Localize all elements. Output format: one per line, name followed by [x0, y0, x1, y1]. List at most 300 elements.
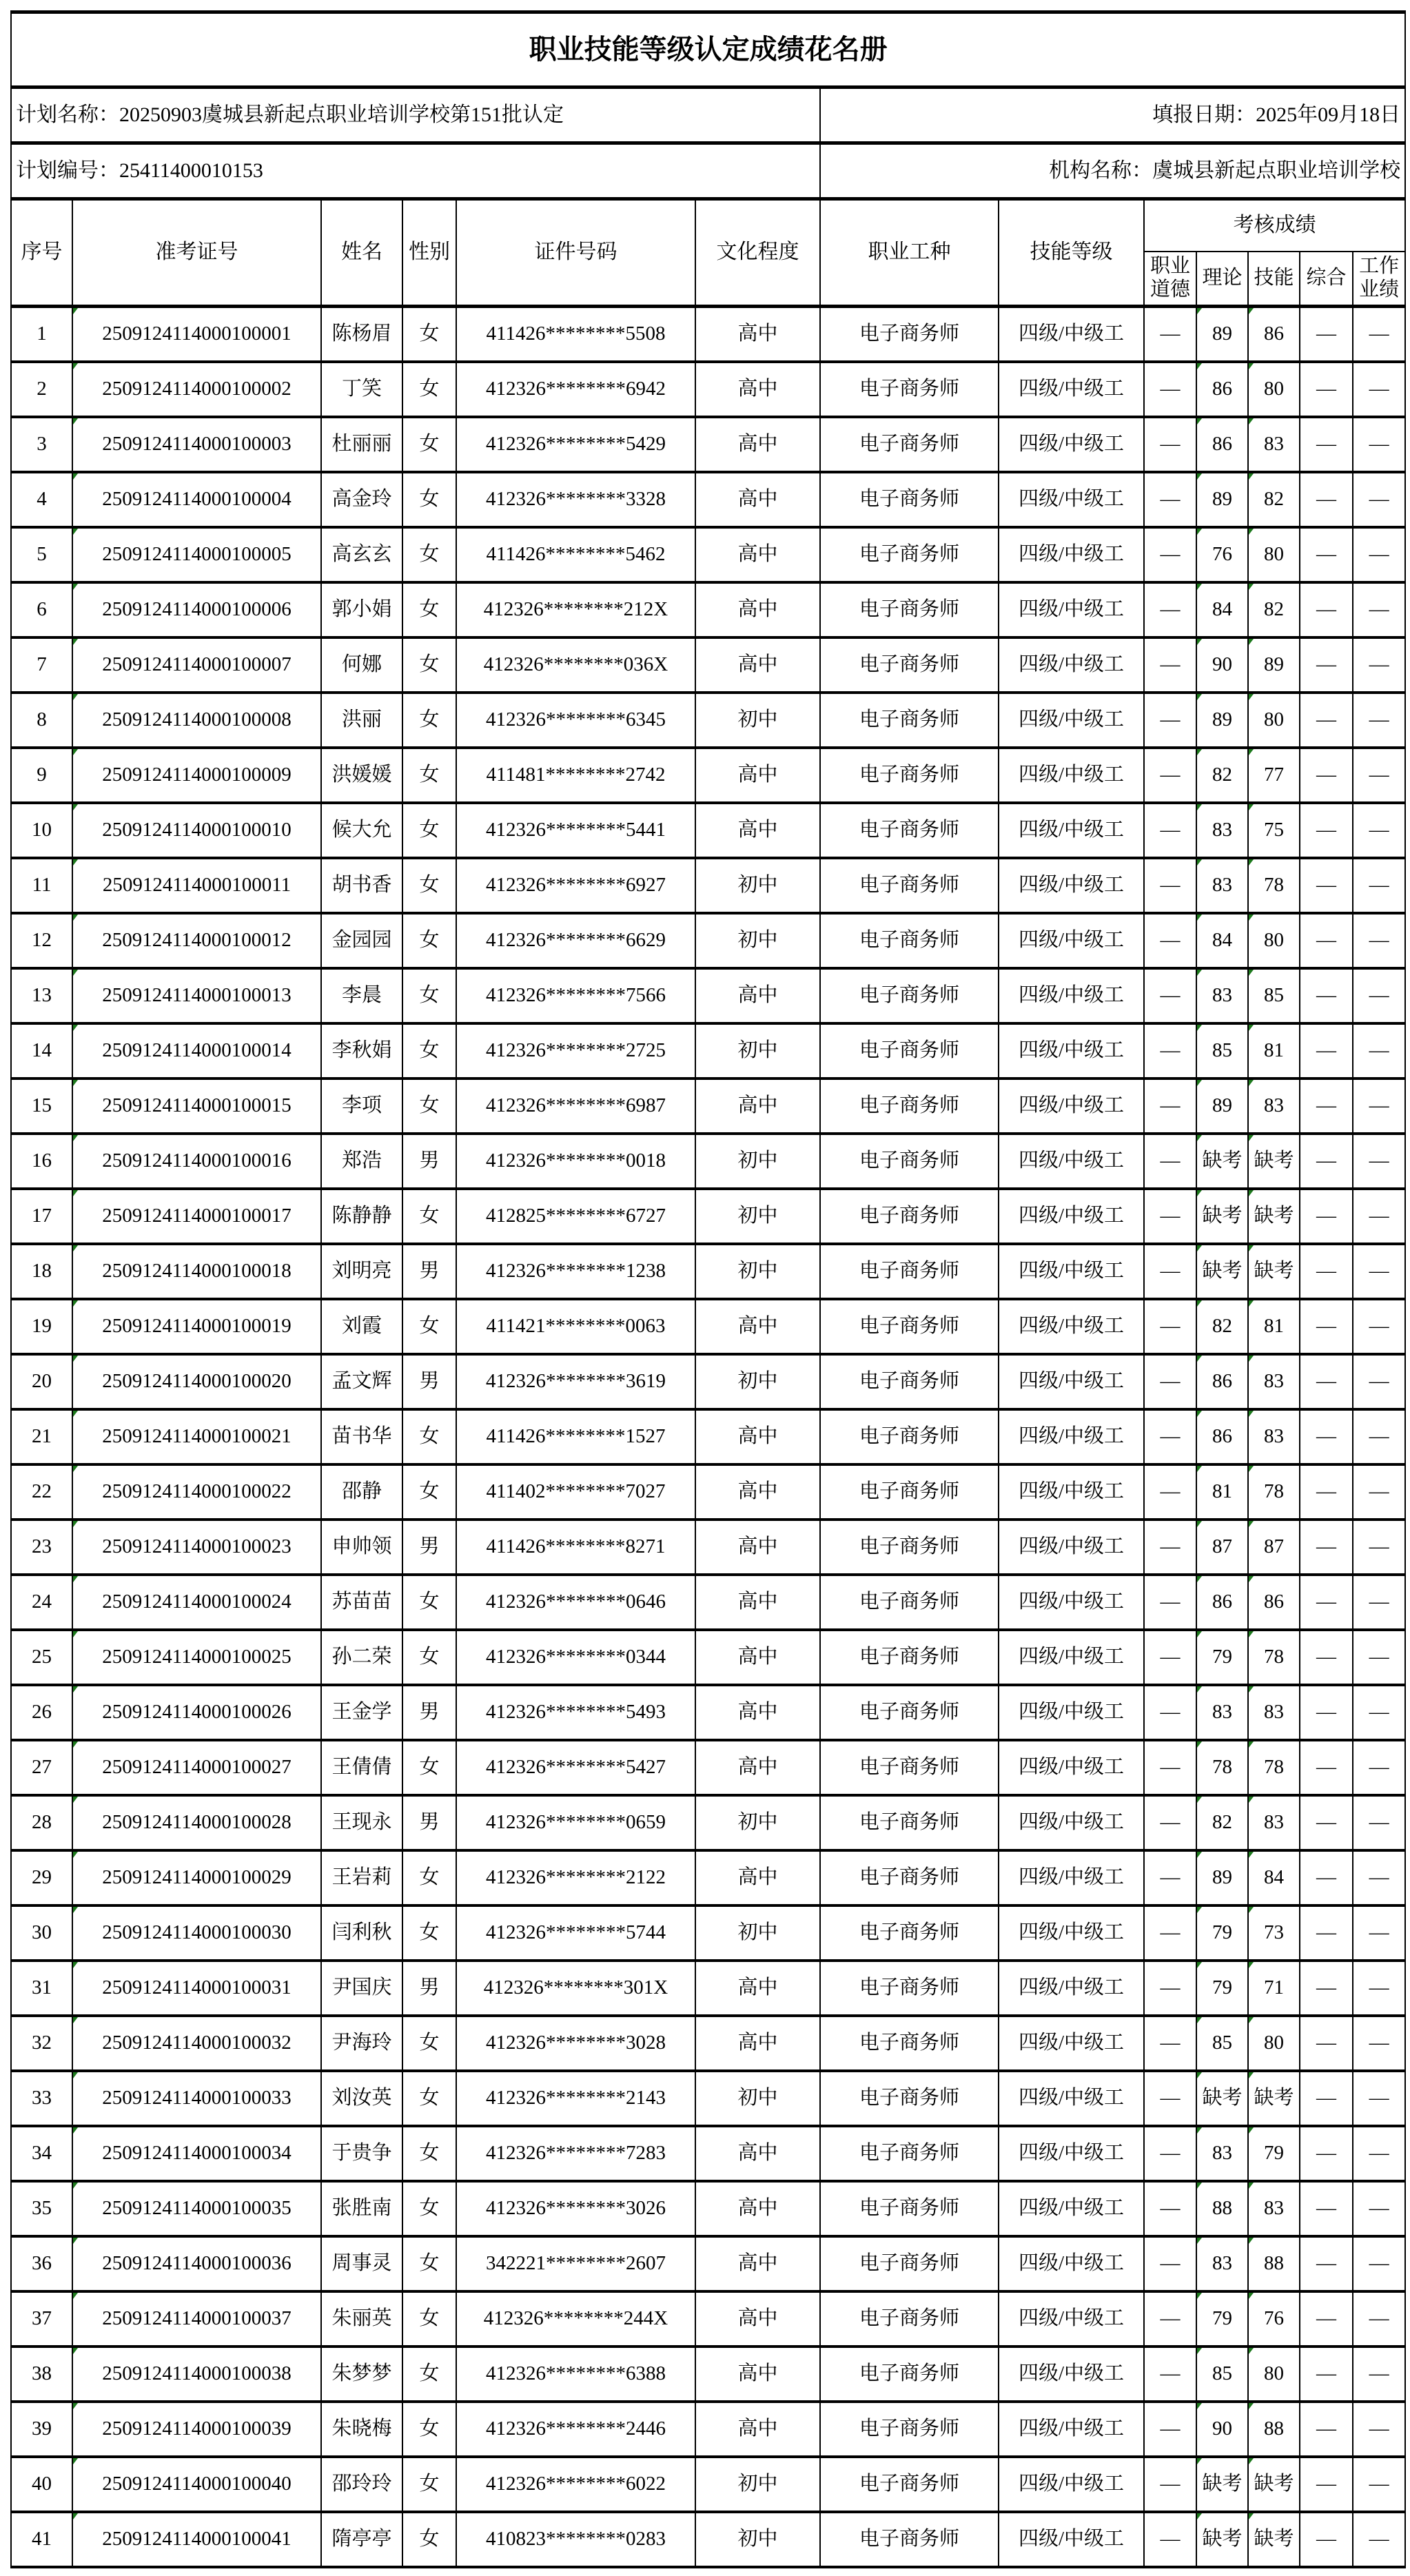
header-gender: 性别 — [402, 199, 456, 307]
cell-theory: 89 — [1196, 1079, 1248, 1134]
cell-theory: 82 — [1196, 1795, 1248, 1850]
plan-name: 计划名称：20250903虞城县新起点职业培训学校第151批认定 — [11, 88, 820, 143]
header-id: 证件号码 — [456, 199, 695, 307]
cell-id: 411426********5508 — [456, 306, 695, 362]
cell-name: 丁笑 — [321, 362, 402, 417]
cell-name: 何娜 — [321, 637, 402, 693]
cell-id: 412326********6927 — [456, 858, 695, 913]
cell-gender: 女 — [402, 693, 456, 748]
cell-ethics: — — [1144, 1079, 1196, 1134]
cell-comprehensive: — — [1300, 1575, 1353, 1630]
table-body — [11, 306, 1405, 2567]
cell-work-performance: — — [1353, 1299, 1405, 1354]
cell-ethics: — — [1144, 582, 1196, 637]
cell-name: 刘霞 — [321, 1299, 402, 1354]
cell-skill: 71 — [1248, 1961, 1300, 2016]
cell-name: 张胜南 — [321, 2181, 402, 2236]
cell-id: 412326********0018 — [456, 1134, 695, 1189]
cell-skill-level: 四级/中级工 — [999, 858, 1144, 913]
cell-seq: 21 — [11, 1409, 72, 1464]
cell-theory: 82 — [1196, 748, 1248, 803]
cell-name: 王现永 — [321, 1795, 402, 1850]
cell-education: 高中 — [695, 2181, 820, 2236]
cell-work-performance: — — [1353, 1740, 1405, 1795]
cell-education: 高中 — [695, 1685, 820, 1740]
cell-education: 高中 — [695, 748, 820, 803]
table-row — [11, 637, 1405, 693]
cell-ticket: 2509124114000100025 — [72, 1630, 321, 1685]
cell-gender: 男 — [402, 1961, 456, 2016]
cell-skill-level: 四级/中级工 — [999, 2126, 1144, 2181]
cell-occupation: 电子商务师 — [820, 1630, 999, 1685]
cell-ticket: 2509124114000100040 — [72, 2457, 321, 2512]
cell-gender: 男 — [402, 1354, 456, 1409]
cell-occupation: 电子商务师 — [820, 527, 999, 582]
cell-skill: 83 — [1248, 1795, 1300, 1850]
cell-comprehensive: — — [1300, 472, 1353, 527]
cell-id: 412326********6022 — [456, 2457, 695, 2512]
cell-gender: 女 — [402, 968, 456, 1023]
cell-comprehensive: — — [1300, 362, 1353, 417]
cell-theory: 79 — [1196, 2291, 1248, 2347]
cell-ethics: — — [1144, 1464, 1196, 1520]
cell-id: 412326********301X — [456, 1961, 695, 2016]
cell-comprehensive: — — [1300, 1520, 1353, 1575]
cell-education: 高中 — [695, 1520, 820, 1575]
cell-ethics: — — [1144, 417, 1196, 472]
cell-skill-level: 四级/中级工 — [999, 1354, 1144, 1409]
table-row — [11, 803, 1405, 858]
cell-seq: 2 — [11, 362, 72, 417]
cell-skill: 80 — [1248, 527, 1300, 582]
cell-theory: 79 — [1196, 1961, 1248, 2016]
cell-ethics: — — [1144, 1299, 1196, 1354]
cell-ticket: 2509124114000100034 — [72, 2126, 321, 2181]
cell-education: 高中 — [695, 637, 820, 693]
cell-occupation: 电子商务师 — [820, 306, 999, 362]
cell-skill: 75 — [1248, 803, 1300, 858]
table-row — [11, 1630, 1405, 1685]
cell-occupation: 电子商务师 — [820, 693, 999, 748]
table-row — [11, 2457, 1405, 2512]
header-name: 姓名 — [321, 199, 402, 307]
cell-ticket: 2509124114000100017 — [72, 1189, 321, 1244]
cell-skill-level: 四级/中级工 — [999, 527, 1144, 582]
cell-skill-level: 四级/中级工 — [999, 1079, 1144, 1134]
cell-comprehensive: — — [1300, 527, 1353, 582]
cell-theory: 85 — [1196, 2347, 1248, 2402]
cell-theory: 83 — [1196, 2236, 1248, 2291]
table-row — [11, 748, 1405, 803]
cell-ethics: — — [1144, 1520, 1196, 1575]
cell-education: 高中 — [695, 803, 820, 858]
cell-seq: 38 — [11, 2347, 72, 2402]
cell-ethics: — — [1144, 1630, 1196, 1685]
cell-work-performance: — — [1353, 858, 1405, 913]
cell-seq: 22 — [11, 1464, 72, 1520]
cell-id: 412326********0344 — [456, 1630, 695, 1685]
table-row — [11, 1354, 1405, 1409]
cell-ethics: — — [1144, 527, 1196, 582]
cell-id: 412326********7283 — [456, 2126, 695, 2181]
cell-work-performance: — — [1353, 1575, 1405, 1630]
cell-occupation: 电子商务师 — [820, 858, 999, 913]
cell-id: 411426********5462 — [456, 527, 695, 582]
cell-ethics: — — [1144, 2016, 1196, 2071]
cell-occupation: 电子商务师 — [820, 2457, 999, 2512]
table-row — [11, 527, 1405, 582]
cell-id: 412326********0659 — [456, 1795, 695, 1850]
cell-gender: 女 — [402, 1905, 456, 1961]
cell-comprehensive: — — [1300, 968, 1353, 1023]
cell-skill-level: 四级/中级工 — [999, 1575, 1144, 1630]
cell-name: 李项 — [321, 1079, 402, 1134]
cell-education: 高中 — [695, 2402, 820, 2457]
cell-theory: 83 — [1196, 1685, 1248, 1740]
cell-skill-level: 四级/中级工 — [999, 1409, 1144, 1464]
cell-occupation: 电子商务师 — [820, 2347, 999, 2402]
cell-comprehensive: — — [1300, 858, 1353, 913]
cell-occupation: 电子商务师 — [820, 1850, 999, 1905]
cell-work-performance: — — [1353, 2181, 1405, 2236]
cell-ticket: 2509124114000100018 — [72, 1244, 321, 1299]
cell-seq: 37 — [11, 2291, 72, 2347]
cell-education: 初中 — [695, 1354, 820, 1409]
cell-ethics: — — [1144, 913, 1196, 968]
cell-occupation: 电子商务师 — [820, 803, 999, 858]
cell-name: 杜丽丽 — [321, 417, 402, 472]
table-row — [11, 968, 1405, 1023]
cell-seq: 40 — [11, 2457, 72, 2512]
cell-id: 412326********5744 — [456, 1905, 695, 1961]
cell-ethics: — — [1144, 1189, 1196, 1244]
cell-theory: 89 — [1196, 472, 1248, 527]
cell-ticket: 2509124114000100014 — [72, 1023, 321, 1079]
cell-gender: 女 — [402, 637, 456, 693]
cell-id: 412326********6345 — [456, 693, 695, 748]
cell-ticket: 2509124114000100030 — [72, 1905, 321, 1961]
table-row — [11, 1740, 1405, 1795]
cell-gender: 女 — [402, 1409, 456, 1464]
cell-gender: 男 — [402, 1244, 456, 1299]
cell-ticket: 2509124114000100021 — [72, 1409, 321, 1464]
cell-ticket: 2509124114000100003 — [72, 417, 321, 472]
cell-occupation: 电子商务师 — [820, 1134, 999, 1189]
cell-skill-level: 四级/中级工 — [999, 913, 1144, 968]
cell-ticket: 2509124114000100020 — [72, 1354, 321, 1409]
cell-seq: 28 — [11, 1795, 72, 1850]
cell-work-performance: — — [1353, 527, 1405, 582]
cell-comprehensive: — — [1300, 2457, 1353, 2512]
cell-comprehensive: — — [1300, 1354, 1353, 1409]
cell-id: 412326********036X — [456, 637, 695, 693]
cell-occupation: 电子商务师 — [820, 1299, 999, 1354]
cell-education: 高中 — [695, 2236, 820, 2291]
cell-name: 申帅领 — [321, 1520, 402, 1575]
cell-seq: 5 — [11, 527, 72, 582]
cell-ticket: 2509124114000100027 — [72, 1740, 321, 1795]
cell-ticket: 2509124114000100022 — [72, 1464, 321, 1520]
cell-name: 朱晓梅 — [321, 2402, 402, 2457]
cell-skill-level: 四级/中级工 — [999, 693, 1144, 748]
cell-education: 高中 — [695, 2347, 820, 2402]
cell-comprehensive: — — [1300, 2347, 1353, 2402]
cell-education: 高中 — [695, 582, 820, 637]
cell-occupation: 电子商务师 — [820, 1023, 999, 1079]
cell-work-performance: — — [1353, 637, 1405, 693]
cell-gender: 女 — [402, 1850, 456, 1905]
cell-theory: 86 — [1196, 417, 1248, 472]
cell-occupation: 电子商务师 — [820, 2512, 999, 2567]
cell-seq: 25 — [11, 1630, 72, 1685]
cell-name: 李晨 — [321, 968, 402, 1023]
cell-seq: 11 — [11, 858, 72, 913]
table-row — [11, 858, 1405, 913]
cell-occupation: 电子商务师 — [820, 2402, 999, 2457]
cell-theory: 78 — [1196, 1740, 1248, 1795]
cell-ethics: — — [1144, 2347, 1196, 2402]
cell-name: 邵静 — [321, 1464, 402, 1520]
cell-skill: 80 — [1248, 2347, 1300, 2402]
cell-skill-level: 四级/中级工 — [999, 2071, 1144, 2126]
cell-ticket: 2509124114000100026 — [72, 1685, 321, 1740]
cell-skill-level: 四级/中级工 — [999, 472, 1144, 527]
cell-skill-level: 四级/中级工 — [999, 582, 1144, 637]
cell-skill-level: 四级/中级工 — [999, 362, 1144, 417]
table-row — [11, 2181, 1405, 2236]
cell-education: 高中 — [695, 1630, 820, 1685]
cell-id: 412326********6388 — [456, 2347, 695, 2402]
cell-theory: 84 — [1196, 913, 1248, 968]
cell-gender: 女 — [402, 2236, 456, 2291]
cell-theory: 86 — [1196, 1409, 1248, 1464]
cell-ethics: — — [1144, 1354, 1196, 1409]
cell-comprehensive: — — [1300, 2181, 1353, 2236]
header-comprehensive: 综合 — [1300, 252, 1353, 307]
cell-name: 洪媛媛 — [321, 748, 402, 803]
cell-theory: 缺考 — [1196, 2512, 1248, 2567]
cell-occupation: 电子商务师 — [820, 2291, 999, 2347]
cell-ticket: 2509124114000100024 — [72, 1575, 321, 1630]
cell-ticket: 2509124114000100011 — [72, 858, 321, 913]
cell-ticket: 2509124114000100009 — [72, 748, 321, 803]
cell-work-performance: — — [1353, 748, 1405, 803]
cell-seq: 24 — [11, 1575, 72, 1630]
cell-work-performance: — — [1353, 1354, 1405, 1409]
table-row — [11, 913, 1405, 968]
table-row — [11, 2126, 1405, 2181]
cell-gender: 女 — [402, 1464, 456, 1520]
cell-ticket: 2509124114000100015 — [72, 1079, 321, 1134]
cell-skill-level: 四级/中级工 — [999, 1850, 1144, 1905]
cell-ethics: — — [1144, 1023, 1196, 1079]
cell-ticket: 2509124114000100001 — [72, 306, 321, 362]
cell-skill: 83 — [1248, 1409, 1300, 1464]
cell-skill: 78 — [1248, 858, 1300, 913]
cell-theory: 缺考 — [1196, 1189, 1248, 1244]
cell-skill: 82 — [1248, 472, 1300, 527]
cell-skill: 89 — [1248, 637, 1300, 693]
cell-skill-level: 四级/中级工 — [999, 1299, 1144, 1354]
cell-occupation: 电子商务师 — [820, 913, 999, 968]
cell-seq: 31 — [11, 1961, 72, 2016]
roster-table — [10, 10, 1406, 2568]
cell-work-performance: — — [1353, 1189, 1405, 1244]
cell-education: 初中 — [695, 2457, 820, 2512]
table-row — [11, 1409, 1405, 1464]
cell-seq: 35 — [11, 2181, 72, 2236]
table-row — [11, 1299, 1405, 1354]
cell-education: 高中 — [695, 527, 820, 582]
cell-id: 412326********2446 — [456, 2402, 695, 2457]
cell-ethics: — — [1144, 2071, 1196, 2126]
cell-name: 郭小娟 — [321, 582, 402, 637]
cell-ticket: 2509124114000100031 — [72, 1961, 321, 2016]
cell-theory: 90 — [1196, 637, 1248, 693]
cell-ticket: 2509124114000100016 — [72, 1134, 321, 1189]
cell-skill: 82 — [1248, 582, 1300, 637]
cell-skill: 80 — [1248, 913, 1300, 968]
cell-gender: 女 — [402, 1740, 456, 1795]
cell-id: 411481********2742 — [456, 748, 695, 803]
cell-occupation: 电子商务师 — [820, 1409, 999, 1464]
cell-ticket: 2509124114000100037 — [72, 2291, 321, 2347]
cell-id: 412326********3619 — [456, 1354, 695, 1409]
cell-id: 412326********0646 — [456, 1575, 695, 1630]
table-row — [11, 1189, 1405, 1244]
cell-ticket: 2509124114000100036 — [72, 2236, 321, 2291]
cell-skill-level: 四级/中级工 — [999, 2291, 1144, 2347]
cell-occupation: 电子商务师 — [820, 417, 999, 472]
cell-ticket: 2509124114000100004 — [72, 472, 321, 527]
cell-theory: 87 — [1196, 1520, 1248, 1575]
cell-ticket: 2509124114000100012 — [72, 913, 321, 968]
cell-education: 初中 — [695, 693, 820, 748]
plan-number: 计划编号：25411400010153 — [11, 143, 820, 199]
cell-occupation: 电子商务师 — [820, 968, 999, 1023]
cell-skill-level: 四级/中级工 — [999, 1630, 1144, 1685]
cell-education: 初中 — [695, 2512, 820, 2567]
cell-theory: 83 — [1196, 968, 1248, 1023]
cell-ethics: — — [1144, 858, 1196, 913]
cell-occupation: 电子商务师 — [820, 1685, 999, 1740]
cell-education: 高中 — [695, 1464, 820, 1520]
cell-ethics: — — [1144, 1409, 1196, 1464]
cell-skill: 78 — [1248, 1630, 1300, 1685]
cell-ticket: 2509124114000100005 — [72, 527, 321, 582]
cell-name: 孟文辉 — [321, 1354, 402, 1409]
cell-gender: 女 — [402, 803, 456, 858]
table-row — [11, 1023, 1405, 1079]
cell-education: 初中 — [695, 1134, 820, 1189]
cell-skill-level: 四级/中级工 — [999, 2347, 1144, 2402]
cell-occupation: 电子商务师 — [820, 1189, 999, 1244]
cell-work-performance: — — [1353, 2347, 1405, 2402]
cell-occupation: 电子商务师 — [820, 2126, 999, 2181]
cell-work-performance: — — [1353, 2236, 1405, 2291]
cell-work-performance: — — [1353, 1961, 1405, 2016]
cell-work-performance: — — [1353, 968, 1405, 1023]
cell-skill: 76 — [1248, 2291, 1300, 2347]
cell-comprehensive: — — [1300, 2071, 1353, 2126]
cell-comprehensive: — — [1300, 1961, 1353, 2016]
cell-skill: 80 — [1248, 2016, 1300, 2071]
cell-comprehensive: — — [1300, 2291, 1353, 2347]
cell-seq: 30 — [11, 1905, 72, 1961]
cell-id: 412326********244X — [456, 2291, 695, 2347]
cell-work-performance: — — [1353, 582, 1405, 637]
cell-name: 尹国庆 — [321, 1961, 402, 2016]
cell-education: 高中 — [695, 968, 820, 1023]
cell-skill: 81 — [1248, 1299, 1300, 1354]
table-row — [11, 693, 1405, 748]
cell-id: 412326********5493 — [456, 1685, 695, 1740]
cell-id: 412326********6987 — [456, 1079, 695, 1134]
cell-ethics: — — [1144, 1740, 1196, 1795]
cell-education: 高中 — [695, 2126, 820, 2181]
cell-id: 342221********2607 — [456, 2236, 695, 2291]
cell-ethics: — — [1144, 1134, 1196, 1189]
cell-theory: 90 — [1196, 2402, 1248, 2457]
table-row — [11, 1961, 1405, 2016]
cell-name: 胡书香 — [321, 858, 402, 913]
cell-skill-level: 四级/中级工 — [999, 1023, 1144, 1079]
cell-seq: 7 — [11, 637, 72, 693]
cell-theory: 79 — [1196, 1630, 1248, 1685]
cell-skill: 缺考 — [1248, 2071, 1300, 2126]
cell-skill: 83 — [1248, 1685, 1300, 1740]
cell-skill: 83 — [1248, 1079, 1300, 1134]
table-row — [11, 1685, 1405, 1740]
cell-seq: 33 — [11, 2071, 72, 2126]
table-row — [11, 1134, 1405, 1189]
cell-occupation: 电子商务师 — [820, 1961, 999, 2016]
cell-occupation: 电子商务师 — [820, 1575, 999, 1630]
cell-gender: 女 — [402, 2181, 456, 2236]
table-row — [11, 362, 1405, 417]
cell-theory: 缺考 — [1196, 2457, 1248, 2512]
cell-theory: 89 — [1196, 306, 1248, 362]
cell-name: 周事灵 — [321, 2236, 402, 2291]
cell-work-performance: — — [1353, 2457, 1405, 2512]
cell-ticket: 2509124114000100010 — [72, 803, 321, 858]
cell-seq: 9 — [11, 748, 72, 803]
cell-work-performance: — — [1353, 803, 1405, 858]
table-row — [11, 2512, 1405, 2567]
cell-ticket: 2509124114000100038 — [72, 2347, 321, 2402]
cell-skill: 87 — [1248, 1520, 1300, 1575]
cell-comprehensive: — — [1300, 417, 1353, 472]
fill-date: 填报日期：2025年09月18日 — [820, 88, 1405, 143]
table-row — [11, 1079, 1405, 1134]
cell-name: 候大允 — [321, 803, 402, 858]
cell-ticket: 2509124114000100023 — [72, 1520, 321, 1575]
table-row — [11, 2402, 1405, 2457]
cell-comprehensive: — — [1300, 306, 1353, 362]
table-row — [11, 1520, 1405, 1575]
cell-seq: 12 — [11, 913, 72, 968]
cell-id: 411402********7027 — [456, 1464, 695, 1520]
cell-comprehensive: — — [1300, 637, 1353, 693]
cell-skill: 缺考 — [1248, 1189, 1300, 1244]
cell-comprehensive: — — [1300, 2016, 1353, 2071]
cell-education: 高中 — [695, 1575, 820, 1630]
cell-comprehensive: — — [1300, 582, 1353, 637]
cell-skill: 73 — [1248, 1905, 1300, 1961]
cell-name: 朱丽英 — [321, 2291, 402, 2347]
cell-education: 高中 — [695, 1850, 820, 1905]
cell-occupation: 电子商务师 — [820, 2071, 999, 2126]
